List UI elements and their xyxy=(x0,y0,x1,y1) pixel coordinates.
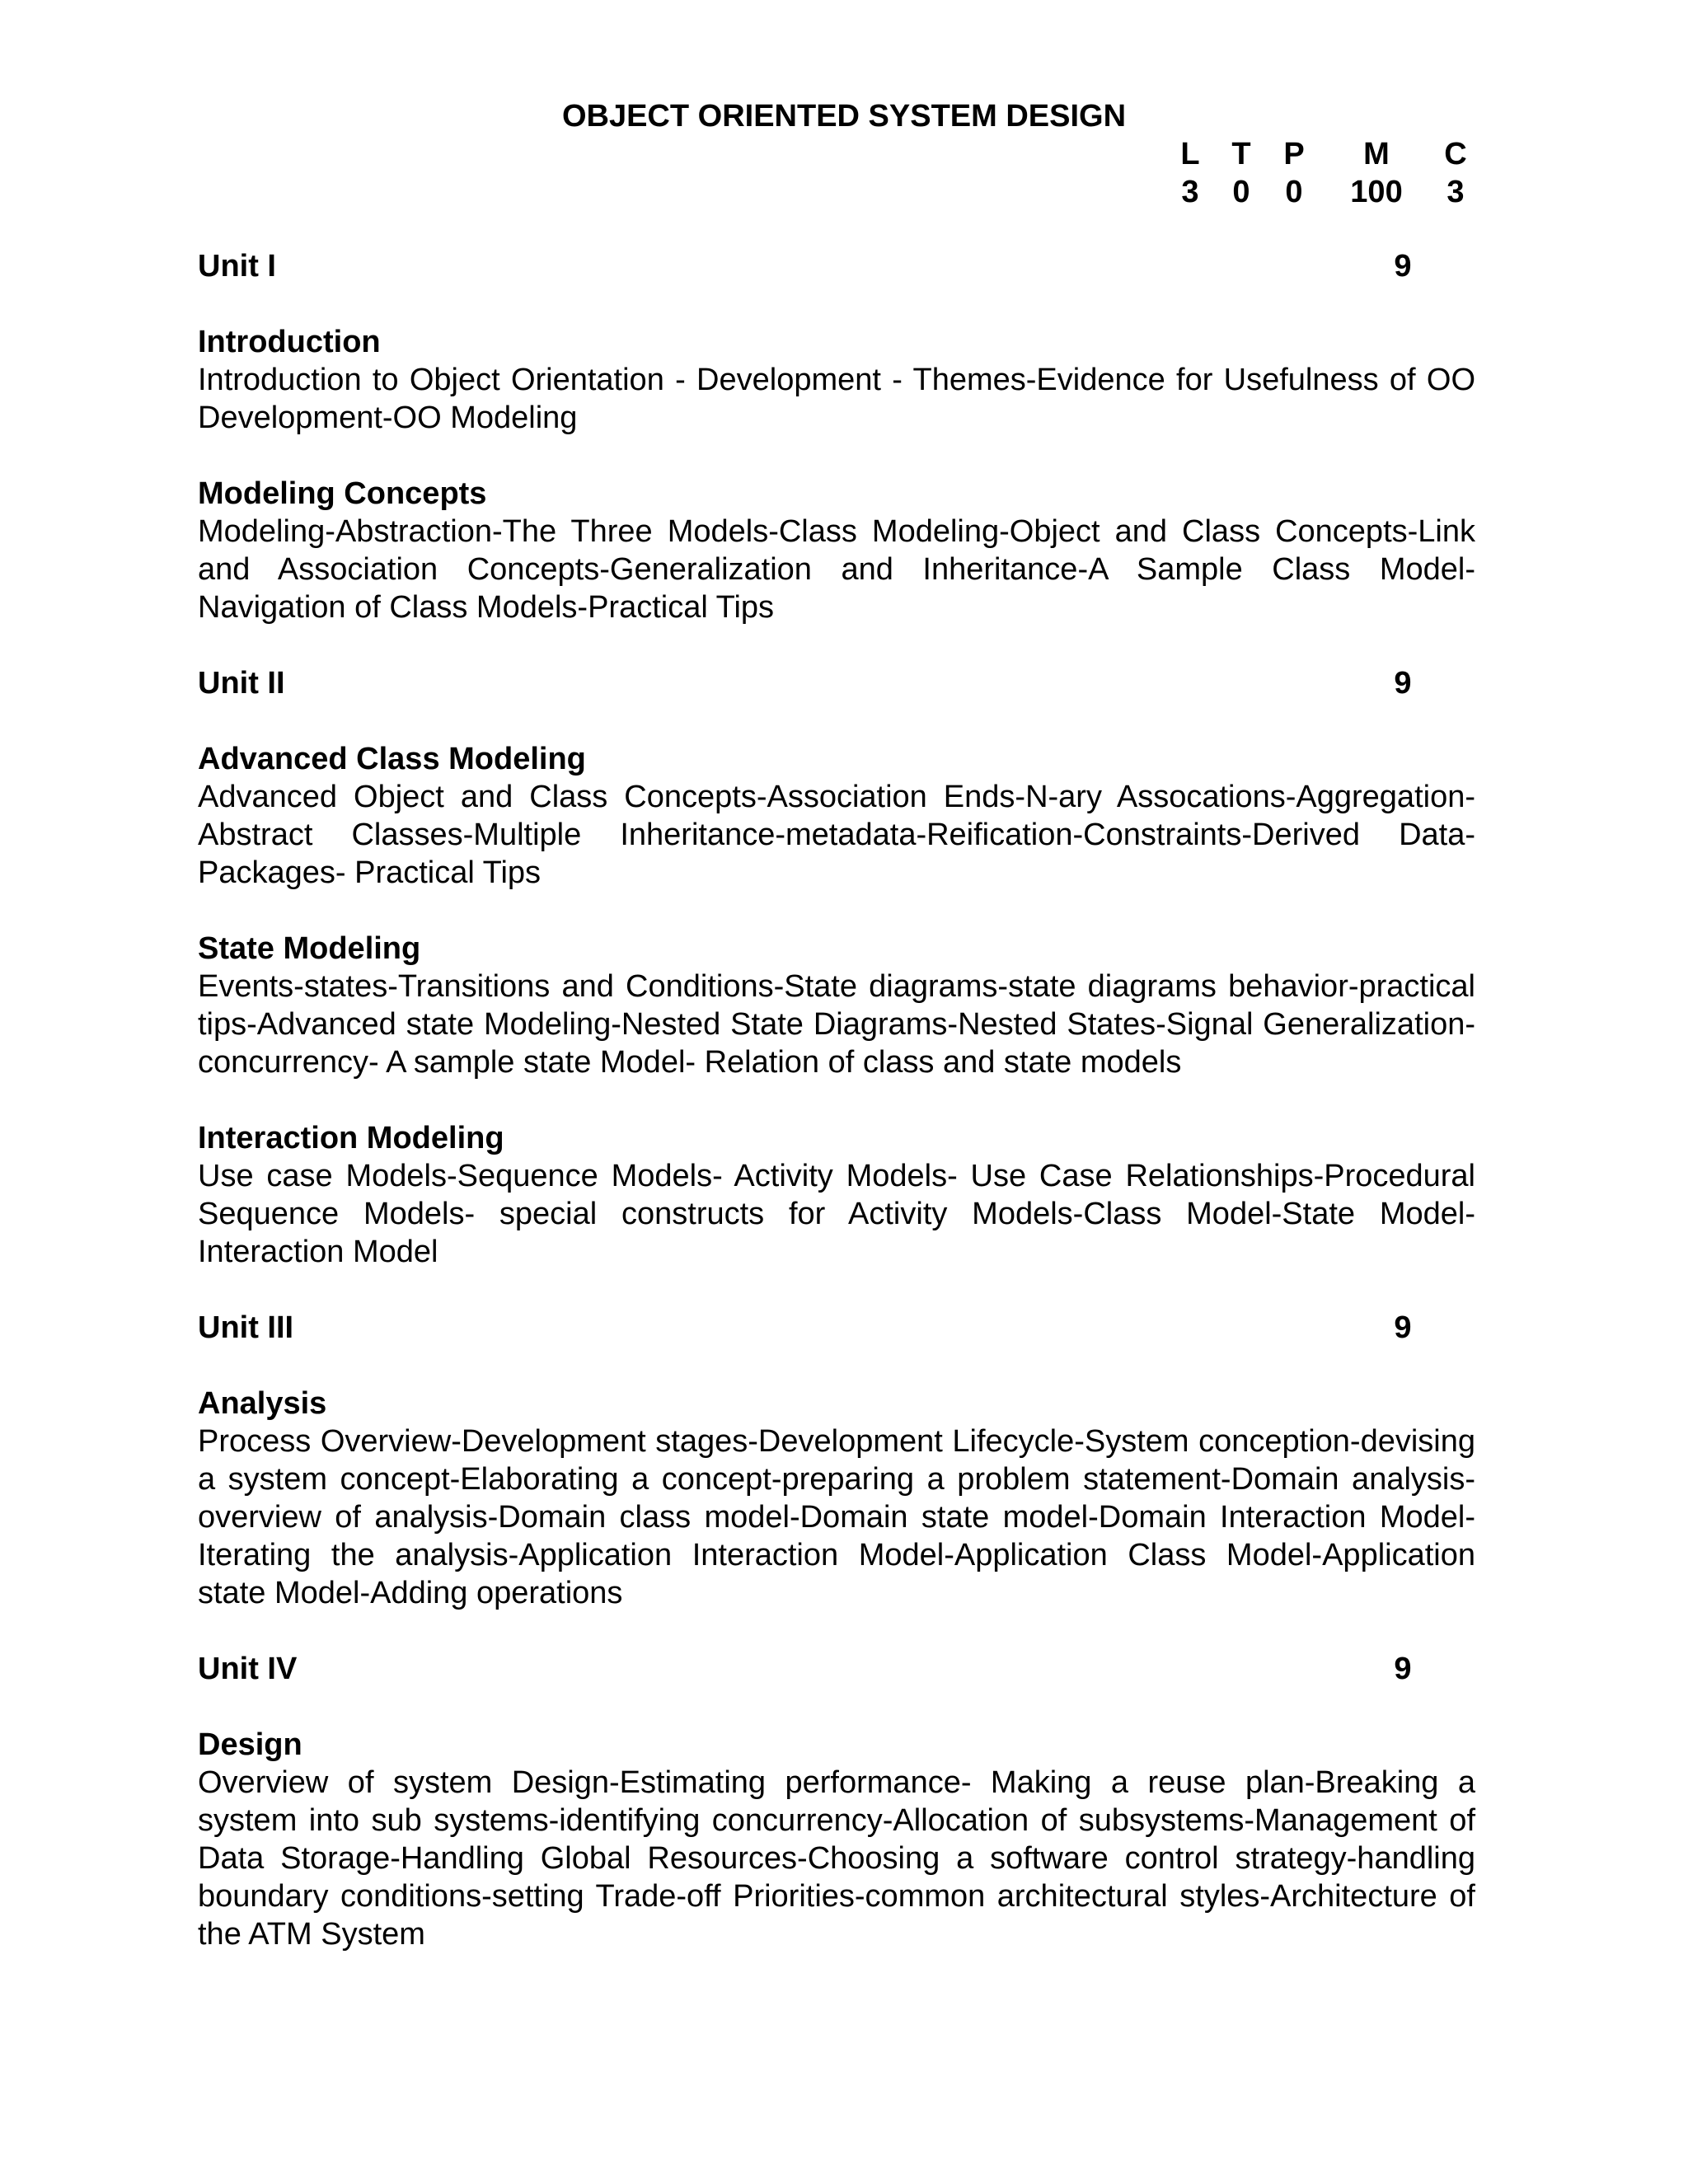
credit-header-c: C xyxy=(1444,137,1467,171)
unit-heading xyxy=(198,1650,1475,1688)
section-body: Overview of system Design-Estimating performance- Making a reuse plan-Breaking a system into sub systems-identifying concurrency-Allocation of subsystems-Management of Data Storage-Handling Global Resources-Choosing a software control strategy-handling boundary conditions-setting Trade-off Priorities-common architectural styles-Architecture of the ATM System xyxy=(198,1765,1475,1952)
section xyxy=(198,740,1475,892)
credit-header-t: T xyxy=(1231,137,1251,171)
credit-header-m: M xyxy=(1363,137,1390,171)
unit-label: Unit I xyxy=(198,249,276,284)
credit-value-l: 3 xyxy=(1181,175,1199,209)
unit-hours: 9 xyxy=(1394,1310,1412,1345)
section xyxy=(198,1726,1475,1953)
section xyxy=(198,1385,1475,1612)
credit-value-p: 0 xyxy=(1285,175,1303,209)
credit-value-c: 3 xyxy=(1447,175,1465,209)
credit-value-t: 0 xyxy=(1232,175,1250,209)
section-heading: Modeling Concepts xyxy=(198,476,487,511)
section-body: Use case Models-Sequence Models- Activity Models- Use Case Relationships-Procedural Sequence Models- special constructs for Activity Models-Class Model-State Model-Interaction Model xyxy=(198,1159,1475,1269)
section-heading: Design xyxy=(198,1727,302,1762)
credit-header-p: P xyxy=(1283,137,1305,171)
section xyxy=(198,930,1475,1081)
page-title: OBJECT ORIENTED SYSTEM DESIGN xyxy=(561,99,1127,134)
section-heading: Interaction Modeling xyxy=(198,1121,504,1155)
unit-label: Unit IV xyxy=(198,1652,298,1686)
section-body: Modeling-Abstraction-The Three Models-Class Modeling-Object and Class Concepts-Link and Association Concepts-Generalization and Inheritance-A Sample Class Model-Navigation of Class Models-Practical Tips xyxy=(198,514,1475,625)
section xyxy=(198,475,1475,626)
syllabus-content xyxy=(198,247,1475,1953)
section-body: Advanced Object and Class Concepts-Association Ends-N-ary Assocations-Aggregation-Abstract Classes-Multiple Inheritance-metadata-Reification-Constraints-Derived Data-Packages- Practical Tips xyxy=(198,780,1475,890)
credit-value-m: 100 xyxy=(1350,175,1403,209)
section xyxy=(198,1119,1475,1271)
section-heading: Analysis xyxy=(198,1386,327,1421)
section-body: Introduction to Object Orientation - Development - Themes-Evidence for Usefulness of OO Development-OO Modeling xyxy=(198,363,1475,435)
unit-label: Unit II xyxy=(198,666,285,701)
unit-label: Unit III xyxy=(198,1310,294,1345)
unit-heading xyxy=(198,247,1475,285)
section xyxy=(198,323,1475,437)
section-body: Process Overview-Development stages-Development Lifecycle-System conception-devising a system concept-Elaborating a concept-preparing a problem statement-Domain analysis-overview of analysis-Domain class model-Domain state model-Domain Interaction Model-Iterating the analysis-Application Interaction Model-Application Class Model-Application state Model-Adding operations xyxy=(198,1424,1475,1610)
section-heading: Advanced Class Modeling xyxy=(198,742,586,776)
section-body: Events-states-Transitions and Conditions-State diagrams-state diagrams behavior-practical tips-Advanced state Modeling-Nested State Diagrams-Nested States-Signal Generalization-concurrency- A sample state Model- Relation of class and state models xyxy=(198,969,1475,1080)
section-heading: State Modeling xyxy=(198,931,421,966)
unit-hours: 9 xyxy=(1394,249,1412,284)
unit-hours: 9 xyxy=(1394,666,1412,701)
credit-header-l: L xyxy=(1180,137,1200,171)
unit-heading xyxy=(198,1309,1475,1347)
unit-hours: 9 xyxy=(1394,1652,1412,1686)
unit-heading xyxy=(198,664,1475,702)
section-heading: Introduction xyxy=(198,325,381,359)
